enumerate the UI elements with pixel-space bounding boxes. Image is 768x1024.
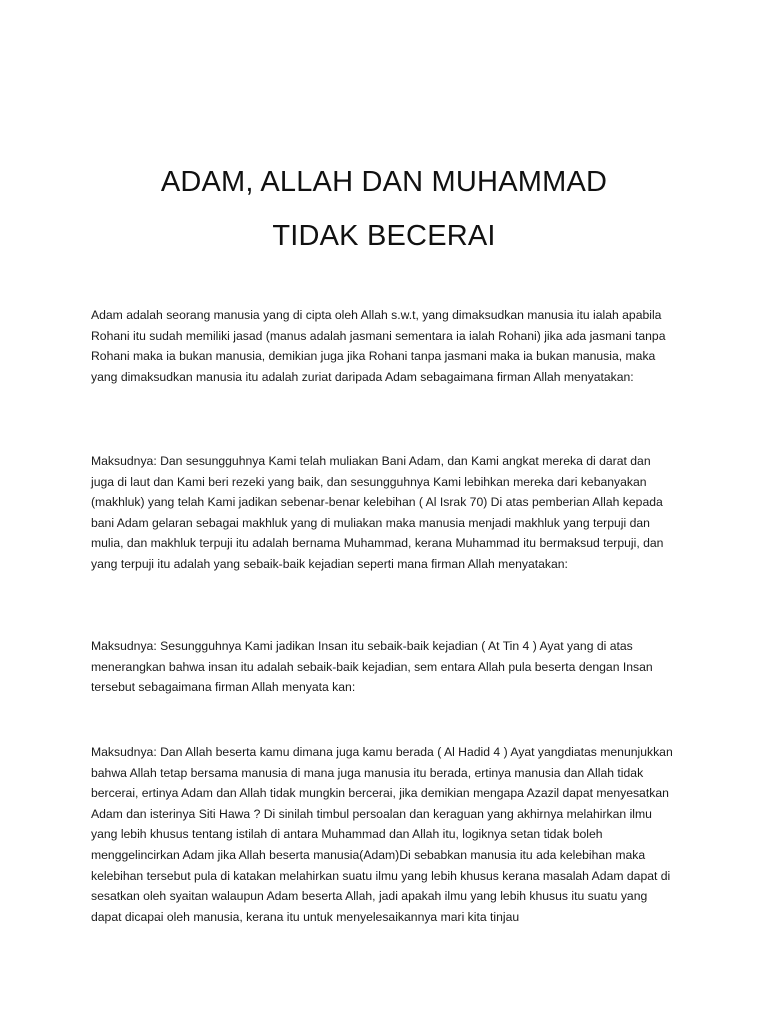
paragraph-at-tin: Maksudnya: Sesungguhnya Kami jadikan Insan itu sebaik-baik kejadian ( At Tin 4 ) Ayat yang di atas menerangkan bahwa insan itu adalah sebaik-baik kejadian, sem entara Allah pula beserta dengan Insan tersebut sebagaimana firman Allah menyata kan: xyxy=(91,639,653,695)
paragraph-intro: Adam adalah seorang manusia yang di cipta oleh Allah s.w.t, yang dimaksudkan manusia itu ialah apabila Rohani itu sudah memiliki jasad (manus adalah jasmani sementara ia ialah Rohani) jika ada jasmani tanpa Rohani maka ia bukan manusia, demikian juga jika Rohani tanpa jasmani maka ia bukan manusia, maka yang dimaksudkan manusia itu adalah zuriat daripada Adam sebagaimana firman Allah menyatakan: xyxy=(91,308,666,384)
paragraph-al-israk: Maksudnya: Dan sesungguhnya Kami telah muliakan Bani Adam, dan Kami angkat mereka di darat dan juga di laut dan Kami beri rezeki yang baik, dan sesungguhnya Kami lebihkan mereka dari kebanyakan (makhluk) yang telah Kami jadikan sebenar-benar kelebihan ( Al Israk 70) Di atas pemberian Allah kepada bani Adam gelaran sebagai makhluk yang di muliakan maka manusia menjadi makhluk yang terpuji dan mulia, dan makhluk terpuji itu adalah bernama Muhammad, kerana Muhammad itu bermaksud terpuji, dan yang terpuji itu adalah yang sebaik-baik kejadian seperti mana firman Allah menyatakan: xyxy=(91,454,664,571)
document-title-line-1: ADAM, ALLAH DAN MUHAMMAD xyxy=(160,166,608,198)
paragraph-al-hadid: Maksudnya: Dan Allah beserta kamu dimana juga kamu berada ( Al Hadid 4 ) Ayat yangdiatas menunjukkan bahwa Allah tetap bersama manusia di mana juga manusia itu berada, ertinya manusia dan Allah tidak bercerai, ertinya Adam dan Allah tidak mungkin bercerai, jika demikian mengapa Azazil dapat menyesatkan Adam dan isterinya Siti Hawa ? Di sinilah timbul persoalan dan keraguan yang akhirnya melahirkan ilmu yang lebih khusus tentang istilah di antara Muhammad dan Allah itu, logiknya setan tidak boleh menggelincirkan Adam jika Allah beserta manusia(Adam)Di sebabkan manusia itu ada kelebihan maka kelebihan tersebut pula di katakan melahirkan suatu ilmu yang lebih khusus kerana masalah Adam dapat di sesatkan oleh syaitan walaupun Adam beserta Allah, jadi apakah ilmu yang lebih khusus itu suatu yang dapat dicapai oleh manusia, kerana itu untuk menyelesaikannya mari kita tinjau xyxy=(91,745,673,924)
document-title-line-2: TIDAK BECERAI xyxy=(272,220,496,252)
